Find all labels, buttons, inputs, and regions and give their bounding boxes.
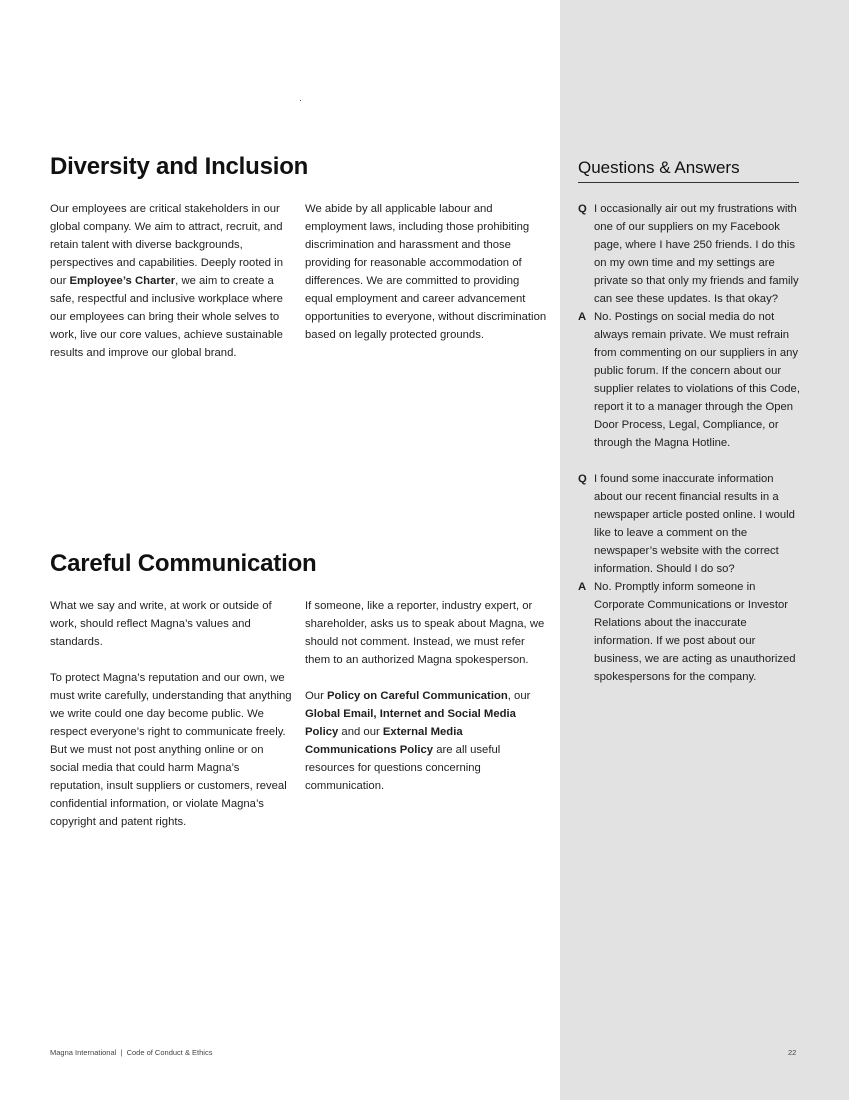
footer-document-title: Magna International | Code of Conduct & Ethics	[50, 1048, 213, 1057]
communication-column-2	[305, 597, 545, 795]
policy-text-c: , our	[507, 690, 531, 702]
communication-heading: Careful Communication	[50, 550, 317, 577]
policy-external-media-ref: External Media Communications Policy	[305, 726, 463, 756]
policy-text-e: are all useful resources for questions concerning communication.	[305, 744, 501, 792]
answer-label: A	[578, 311, 587, 323]
answer-label: A	[578, 581, 587, 593]
communication-paragraph-4	[305, 687, 545, 795]
policy-text-a: Our	[305, 690, 327, 702]
policy-text-d: and our	[338, 726, 383, 738]
communication-paragraph-2: To protect Magna’s reputation and our own, we must write carefully, understanding that anything we write could one day become public. We respect everyone’s right to communicate freely. But we must not post anything online or on social media that could harm Magna’s reputation, insult suppliers or customers, reveal confidential information, or violate Magna’s copyright and patent rights.	[50, 672, 292, 828]
answer-text: No. Promptly inform someone in Corporate Communications or Investor Relations about the inaccurate information. If we post about our business, we are acting as unauthorized spokespersons for the company.	[594, 581, 796, 683]
communication-paragraph-1: What we say and write, at work or outside of work, should reflect Magna’s values and standards.	[50, 600, 272, 648]
stray-mark	[300, 100, 301, 101]
communication-column-1	[50, 597, 295, 831]
policy-email-internet-social-ref: Global Email, Internet and Social Media Policy	[305, 708, 516, 738]
answer-text: No. Postings on social media do not always remain private. We must refrain from commenting on our suppliers in any public forum. If the concern about our supplier relates to violations of this Code, report it to a manager through the Open Door Process, Legal, Compliance, or through the Magna Hotline.	[594, 311, 800, 449]
diversity-text-a: Our employees are critical stakeholders in our global company. We aim to attract, recruit, and retain talent with diverse backgrounds, perspectives and capabilities. Deeply rooted in our	[50, 203, 283, 287]
footer-page-number: 22	[788, 1048, 797, 1057]
qa-question-1	[578, 200, 803, 308]
diversity-column-1	[50, 200, 295, 362]
question-text: I found some inaccurate information about our recent financial results in a newspaper article posted online. I would like to leave a comment on the newspaper’s website with the correct information. Should I do so?	[594, 473, 795, 575]
diversity-paragraph-1	[50, 200, 295, 362]
employees-charter-ref: Employee’s Charter	[69, 275, 176, 287]
qa-spacer	[578, 452, 803, 470]
diversity-column-2	[305, 200, 550, 344]
diversity-paragraph-2: We abide by all applicable labour and employment laws, including those prohibiting discrimination and harassment and those providing for reasonable accommodation of differences. We are committed to providing equal employment and career advancement opportunities to everyone, without discrimination based on legally protected grounds.	[305, 203, 547, 341]
question-label: Q	[578, 203, 587, 215]
qa-answer-2	[578, 578, 803, 686]
qa-question-2	[578, 470, 803, 578]
policy-careful-communication-ref: Policy on Careful Communication	[326, 690, 508, 702]
question-label: Q	[578, 473, 587, 485]
question-text: I occasionally air out my frustrations with one of our suppliers on my Facebook page, where I have 250 friends. I do this on my own time and my settings are private so that only my friends and family can see these updates. Is that okay?	[594, 203, 799, 305]
qa-title: Questions & Answers	[578, 158, 799, 183]
qa-list	[578, 200, 803, 686]
diversity-heading: Diversity and Inclusion	[50, 153, 309, 180]
qa-answer-1	[578, 308, 803, 452]
diversity-text-b: , we aim to create a safe, respectful and inclusive workplace where our employees can bring their whole selves to work, live our core values, achieve sustainable results and improve our global brand.	[50, 275, 283, 359]
communication-paragraph-3: If someone, like a reporter, industry expert, or shareholder, asks us to speak about Magna, we should not comment. Instead, we must refer them to an authorized Magna spokesperson.	[305, 600, 545, 666]
